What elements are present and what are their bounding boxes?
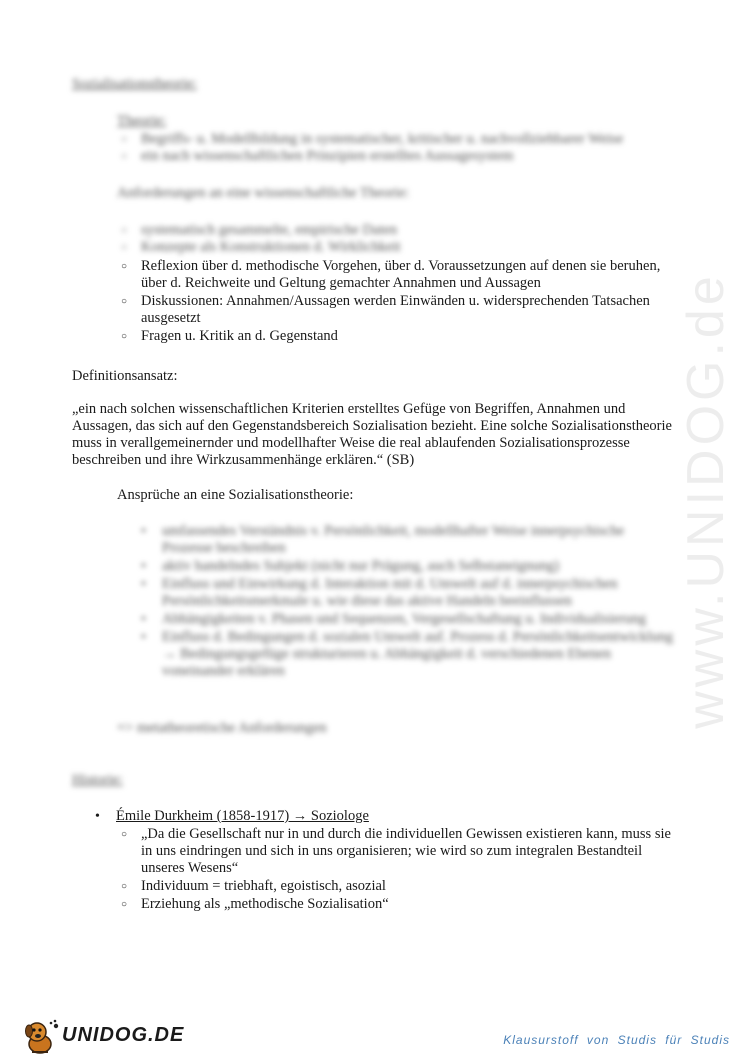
historie-section (92, 808, 682, 913)
anforderungen-heading: Anforderungen an eine wissenschaftliche Theorie: (117, 185, 410, 201)
definition-text: „ein nach solchen wissenschaftlichen Kriterien erstelltes Gefüge von Begriffen, Annahmen und Aussagen, das sich auf den Gegenstandsbereich Sozialisation bezieht. Eine solche Sozialisationstheorie muss in verallgemeinernder und modellhafter Weise die real ablaufenden Sozialisationsprozesse beschreiben und ihre Wirkzusammenhänge erklären.“ (SB) (72, 401, 672, 468)
unidog-logo[interactable] (20, 1018, 220, 1058)
list-item: • umfassendes Verständnis v. Persönlichkeit, modellhafter Weise innerpsychische Prozesse beschreiben (138, 523, 678, 557)
theorie-list (117, 131, 677, 165)
list-item: ○ Erziehung als „methodische Sozialisation“ (117, 896, 682, 913)
definition-heading: Definitionsansatz: (72, 368, 178, 384)
list-item: • aktiv handelndes Subjekt (nicht nur Prägung, auch Selbstaneignung) (138, 558, 678, 575)
list-item: ○ Individuum = triebhaft, egoistisch, asozial (117, 878, 682, 895)
list-item: ○ Reflexion über d. methodische Vorgehen, über d. Voraussetzungen auf denen sie beruhen, über d. Reichweite und Geltung gemachter Annahmen und Aussagen (117, 258, 677, 292)
watermark: www.UNIDOG.de (676, 271, 735, 729)
historie-heading: Historie: (72, 772, 123, 788)
list-item: ○ Begriffs- u. Modellbildung in systematischer, kritischer u. nachvollziehbarer Weise (117, 131, 677, 148)
historie-list (117, 826, 682, 913)
theorie-heading: Theorie: (117, 113, 167, 129)
list-item: ○ Diskussionen: Annahmen/Aussagen werden Einwänden u. widersprechenden Tatsachen ausgesetzt (117, 293, 677, 327)
list-item: ○ Konzepte als Konstruktionen d. Wirklichkeit (117, 239, 677, 256)
logo-text: UNIDOG.DE (62, 1024, 185, 1046)
list-item: ○ systematisch gesammelte, empirische Daten (117, 222, 677, 239)
ansprueche-conclusion: => metatheoretische Anforderungen (117, 720, 327, 736)
list-item: • Abhängigkeiten v. Phasen und Sequenzen, Vergesellschaftung u. Individualisierung (138, 611, 678, 628)
ansprueche-heading: Ansprüche an eine Sozialisationstheorie: (117, 487, 354, 503)
anforderungen-list-blurred (117, 222, 677, 256)
footer-tagline: Klausurstoff von Studis für Studis (503, 1033, 730, 1047)
list-item: • Einfluss und Einwirkung d. Interaktion mit d. Umwelt auf d. innerpsychischen Persönlichkeitsmerkmale u. wie diese das aktive Handeln beeinflussen (138, 576, 678, 610)
list-item: • Einfluss d. Bedingungen d. sozialen Umwelt auf. Prozess d. Persönlichkeitsentwicklung → Bedingungsgefüge strukturieren u. Abhängigkeit d. verschiedenen Ebenen voneinander erklären (138, 629, 678, 680)
list-item: ○ „Da die Gesellschaft nur in und durch die individuellen Gewissen existieren kann, muss sie in uns eindringen und sich in uns organisieren; wie wird so zum integralen Bestandteil unseres Wesens“ (117, 826, 682, 877)
list-item: ○ Fragen u. Kritik an d. Gegenstand (117, 328, 677, 345)
anforderungen-list (117, 258, 677, 345)
dog-mascot-icon (20, 1018, 60, 1058)
list-item: ○ ein nach wissenschaftlichen Prinzipien erstelltes Aussagesystem (117, 148, 677, 165)
ansprueche-list (138, 523, 678, 680)
page-title: Sozialisationstheorie: (72, 76, 197, 92)
historie-person: • Émile Durkheim (1858-1917) → Soziologe (92, 808, 682, 825)
